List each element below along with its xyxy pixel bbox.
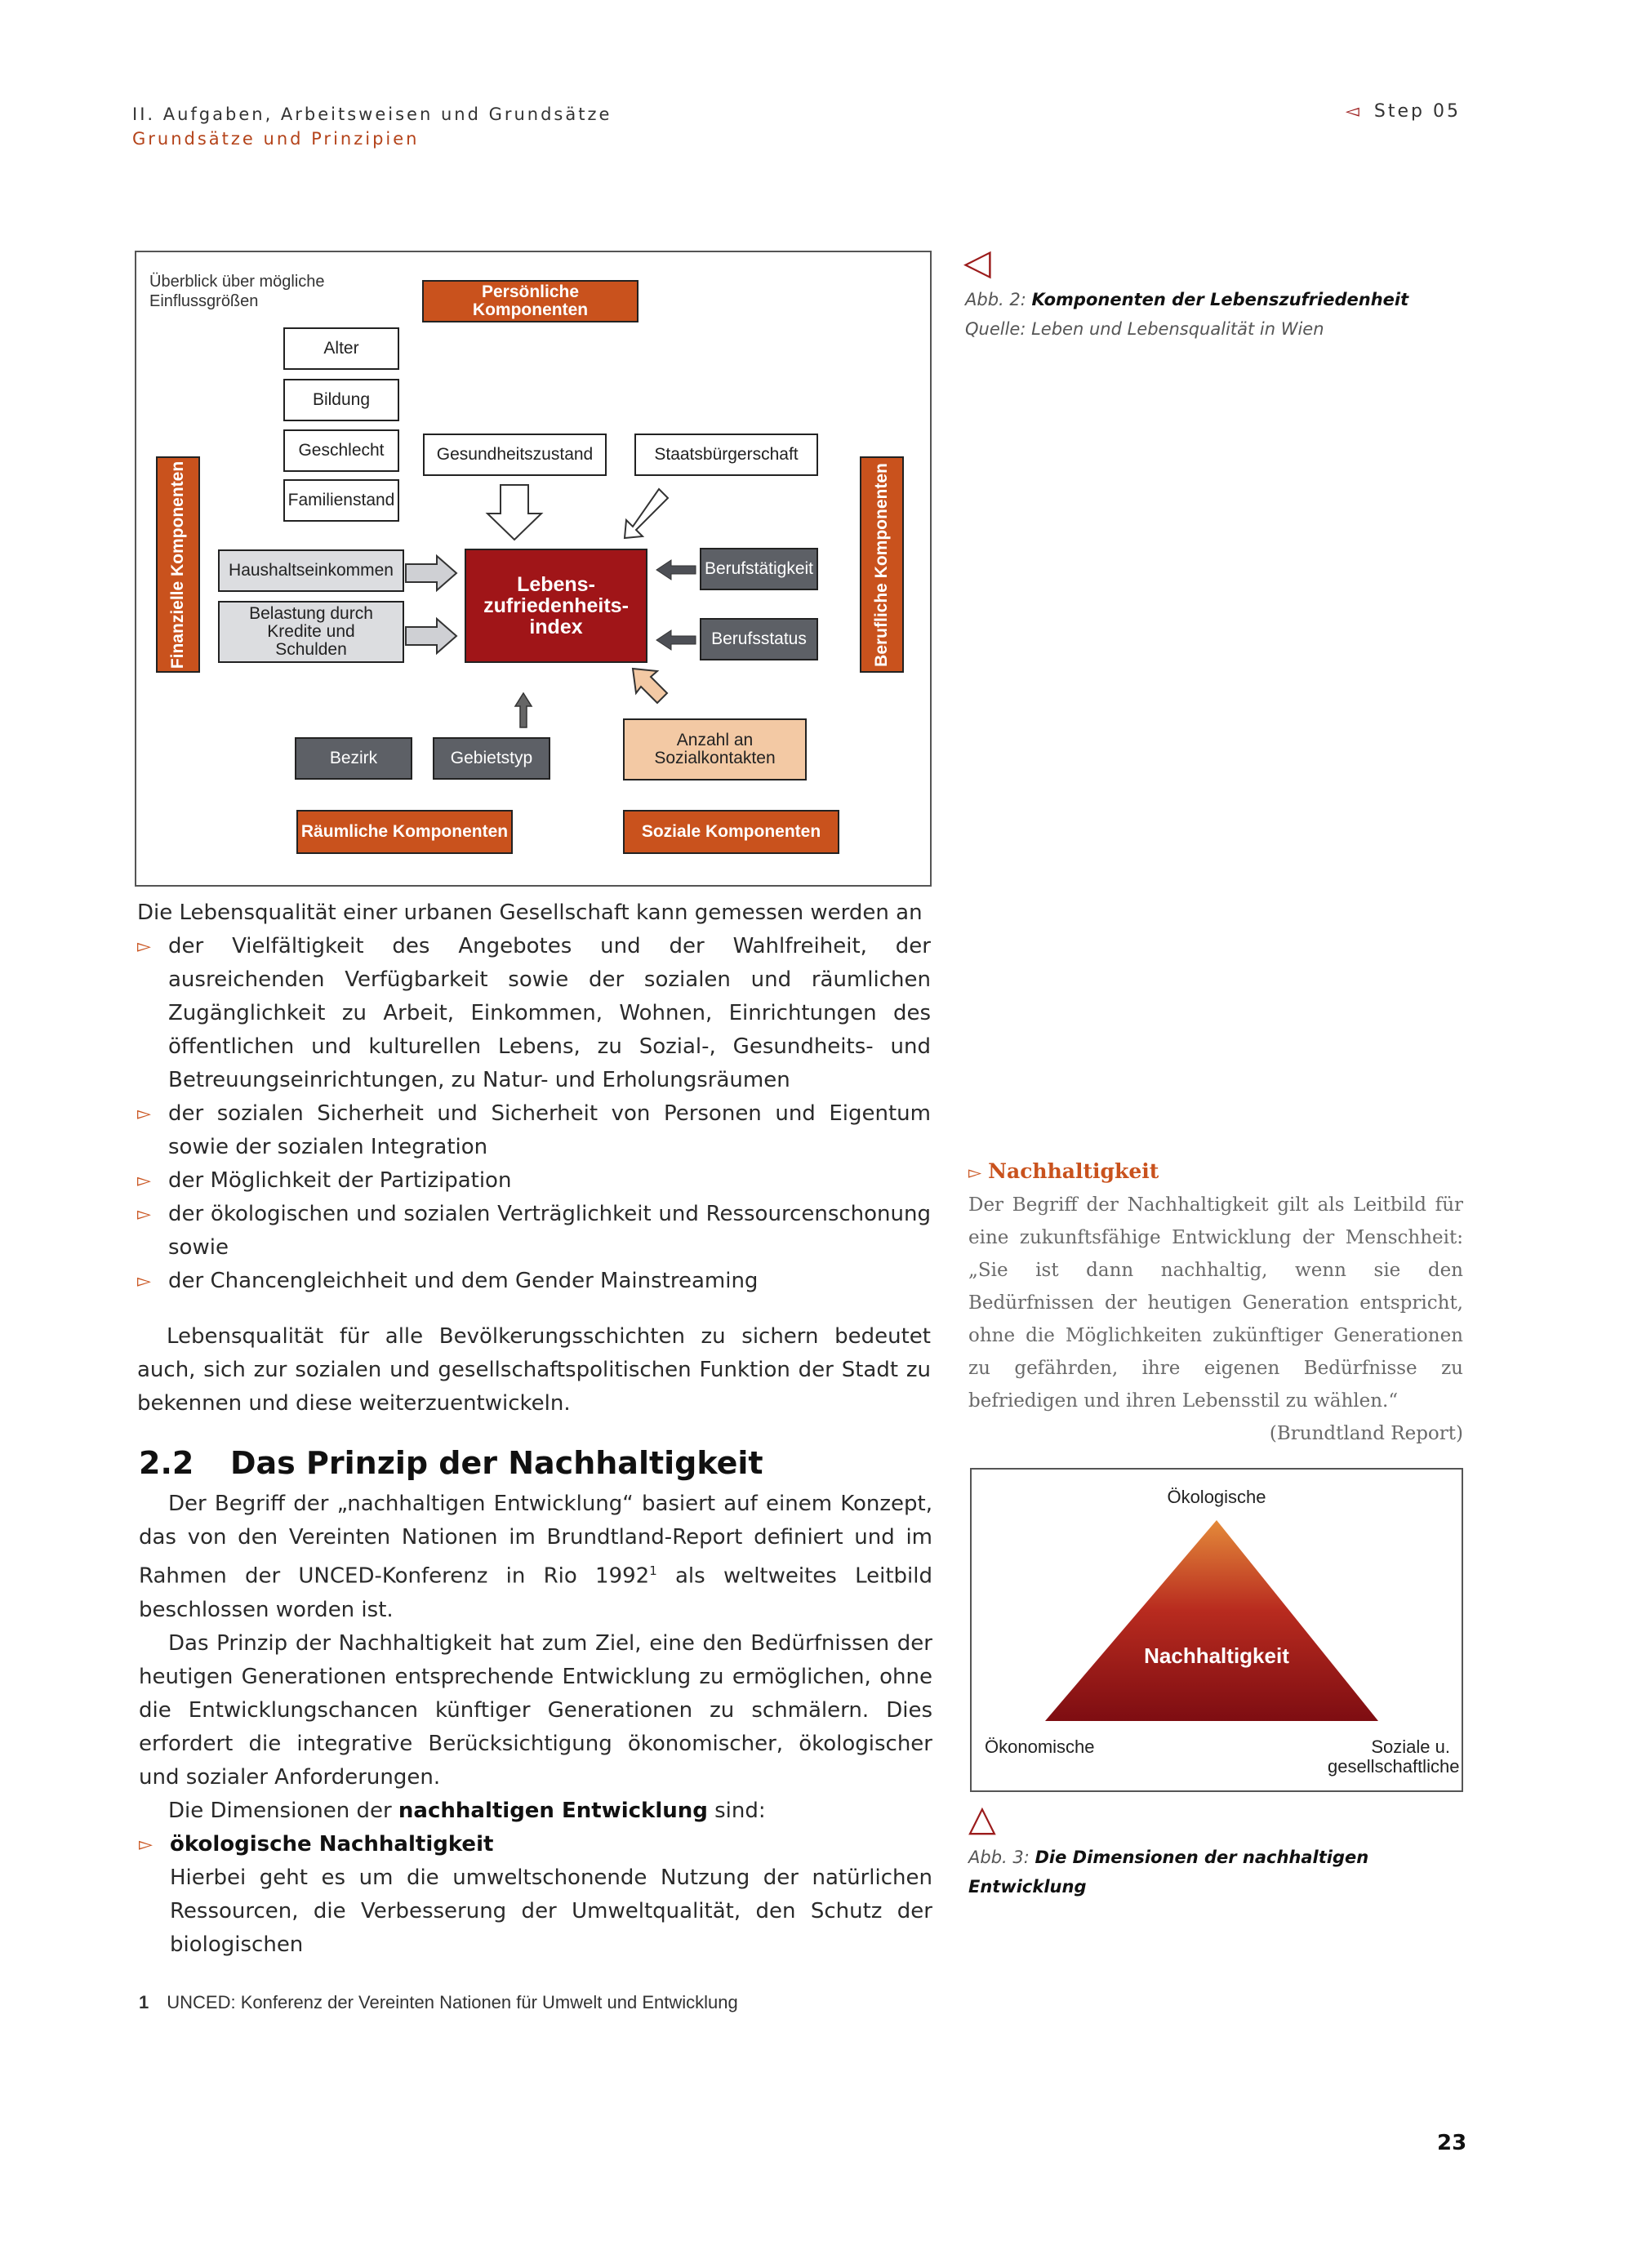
caption-triangle-icon: ◁ <box>963 242 991 283</box>
footnote-number: 1 <box>139 1992 149 2012</box>
section-body <box>139 1488 932 1962</box>
running-header-section: Grundsätze und Prinzipien <box>132 129 420 149</box>
caption-triangle-up-icon: △ <box>968 1798 996 1839</box>
box-alter: Alter <box>283 327 399 370</box>
arrow-left-icon <box>656 560 696 580</box>
box-geschlecht: Geschlecht <box>283 429 399 472</box>
label-economic: Ökonomische <box>985 1737 1095 1757</box>
page-number: 23 <box>1437 2131 1467 2155</box>
box-bezirk: Bezirk <box>295 737 412 780</box>
caption-title: Die Dimensionen der nachhaltigen Entwicklung <box>968 1848 1369 1897</box>
list-item: ▻ ökologische Nachhaltigkeit <box>139 1828 932 1861</box>
box-sozialkontakte: Anzahl an Sozialkontakten <box>623 718 807 780</box>
arrow-right-icon <box>406 619 456 653</box>
arrow-right-icon <box>406 556 456 590</box>
footnote-text: UNCED: Konferenz der Vereinten Nationen für Umwelt und Entwicklung <box>167 1992 738 2012</box>
figure-life-satisfaction <box>135 251 932 887</box>
section-paragraph-1: Der Begriff der „nachhaltigen Entwicklung“ basiert auf einem Konzept, das von den Vereinten Nationen im Brundtland-Report definiert und im Rahmen der UNCED-Konferenz in Rio 1992$^1$ als weltweites Leitbild beschlossen worden ist. <box>139 1492 932 1622</box>
section-number: 2.2 <box>139 1445 194 1481</box>
list-item: ▻ der ökologischen und sozialen Verträglichkeit und Ressourcenschonung sowie <box>137 1198 931 1265</box>
social-components-header: Soziale Komponenten <box>623 810 839 854</box>
label-ecological: Ökologische <box>1167 1487 1266 1507</box>
step-label <box>1346 101 1461 122</box>
arrow-up-icon <box>515 693 532 727</box>
box-berufstaetigkeit: Berufstätigkeit <box>700 548 818 590</box>
section-heading <box>139 1445 763 1481</box>
section-paragraph-3: Die Dimensionen der nachhaltigen Entwicklung sind: <box>168 1798 766 1823</box>
finance-components-label: Finanzielle Komponenten <box>156 456 200 673</box>
section-title: Das Prinzip der Nachhaltigkeit <box>230 1445 763 1481</box>
job-components-label: Berufliche Komponenten <box>860 456 904 673</box>
running-header-chapter: II. Aufgaben, Arbeitsweisen und Grundsätze <box>132 105 612 124</box>
arrow-diagonal-icon <box>625 489 668 538</box>
body-text-quality <box>137 896 931 1298</box>
section-paragraph-4: Hierbei geht es um die umweltschonende Nutzung der natürlichen Ressourcen, die Verbesserung der Umweltqualität, den Schutz der biologischen <box>170 1865 932 1957</box>
figure3-caption <box>968 1843 1475 1901</box>
sustainability-triangle-icon <box>1045 1520 1378 1721</box>
dimension-list <box>139 1828 932 1861</box>
figure-arrows <box>136 252 930 885</box>
list-item: ▻ der Möglichkeit der Partizipation <box>137 1164 931 1198</box>
body-paragraph: Lebensqualität für alle Bevölkerungsschichten zu sichern bedeutet auch, sich zur sozialen und gesellschaftspolitischen Funktion der Stadt zu bekennen und diese weiterzuentwickeln. <box>137 1324 931 1416</box>
caption-label: Abb. 3: <box>968 1848 1030 1867</box>
list-item: ▻ der Vielfältigkeit des Angebotes und der Wahlfreiheit, der ausreichenden Verfügbarkeit sowie der sozialen und räumlichen Zugänglichkeit zu Arbeit, Einkommen, Wohnen, Einrichtungen des öffentlichen und kulturellen Lebens, zu Sozial-, Gesundheits- und Betreuungseinrichtungen, zu Natur- und Erholungsräumen <box>137 930 931 1097</box>
box-staatsbuergerschaft: Staatsbürgerschaft <box>634 434 818 476</box>
label-sustainability: Nachhaltigkeit <box>1144 1643 1289 1668</box>
box-gebietstyp: Gebietstyp <box>433 737 550 780</box>
figure-note: Überblick über mögliche Einflussgrößen <box>149 273 325 310</box>
caption-title: Komponenten der Lebenszufriedenheit <box>1031 290 1409 309</box>
sidebar-text: Der Begriff der Nachhaltigkeit gilt als Leitbild für eine zukunftsfähige Entwicklung der Menschheit: „Sie ist dann nachhaltig, wenn sie den Bedürfnissen der heutigen Generation entspricht, ohne die Möglichkeiten zukünftiger Generationen zu gefährden, ihre eigenen Bedürfnisse zu befriedigen und ihren Lebensstil zu wählen.“ <box>968 1194 1463 1412</box>
step-triangle-icon: ◅ <box>1346 101 1359 122</box>
box-familienstand: Familienstand <box>283 479 399 522</box>
box-berufsstatus: Berufsstatus <box>700 618 818 660</box>
arrow-down-icon <box>487 485 541 540</box>
figure-sustainability-triangle <box>970 1468 1463 1792</box>
sidebar-triangle-icon: ▻ <box>968 1163 982 1182</box>
figure2-caption <box>965 286 1471 344</box>
body-intro: Die Lebensqualität einer urbanen Gesellschaft kann gemessen werden an <box>137 901 923 925</box>
spatial-components-header: Räumliche Komponenten <box>296 810 513 854</box>
arrow-diagonal-icon <box>633 669 667 703</box>
caption-label: Abb. 2: <box>965 290 1026 309</box>
sidebar-note <box>968 1189 1463 1450</box>
arrow-left-icon <box>656 630 696 650</box>
sidebar-title: ▻ Nachhaltigkeit <box>968 1159 1159 1183</box>
box-gesundheitszustand: Gesundheitszustand <box>423 434 607 476</box>
caption-source: Quelle: Leben und Lebensqualität in Wien <box>965 318 1324 339</box>
section-paragraph-2: Das Prinzip der Nachhaltigkeit hat zum Ziel, eine den Bedürfnissen der heutigen Generationen entsprechende Entwicklung zu ermöglichen, ohne die Entwicklungschancen künftiger Generationen zu schmälern. Dies erfordert die integrative Berücksichtigung ökonomischer, ökologischer und sozialer Anforderungen. <box>139 1630 932 1790</box>
step-text: Step 05 <box>1373 101 1461 122</box>
footnote-ref: 1 <box>649 1563 657 1578</box>
label-social: Soziale u. gesellschaftliche <box>1328 1737 1460 1777</box>
personal-components-header: Persönliche Komponenten <box>422 280 639 322</box>
quality-list <box>137 930 931 1298</box>
box-kredite-schulden: Belastung durch Kredite und Schulden <box>218 601 404 663</box>
box-bildung: Bildung <box>283 379 399 421</box>
list-item: ▻ der Chancengleichheit und dem Gender Mainstreaming <box>137 1265 931 1298</box>
footnote <box>139 1992 738 2013</box>
list-item: ▻ der sozialen Sicherheit und Sicherheit von Personen und Eigentum sowie der sozialen Integration <box>137 1097 931 1164</box>
box-life-satisfaction-index: Lebens-zufriedenheits-index <box>465 549 647 663</box>
box-haushaltseinkommen: Haushaltseinkommen <box>218 549 404 592</box>
sidebar-source: (Brundtland Report) <box>1269 1423 1463 1444</box>
